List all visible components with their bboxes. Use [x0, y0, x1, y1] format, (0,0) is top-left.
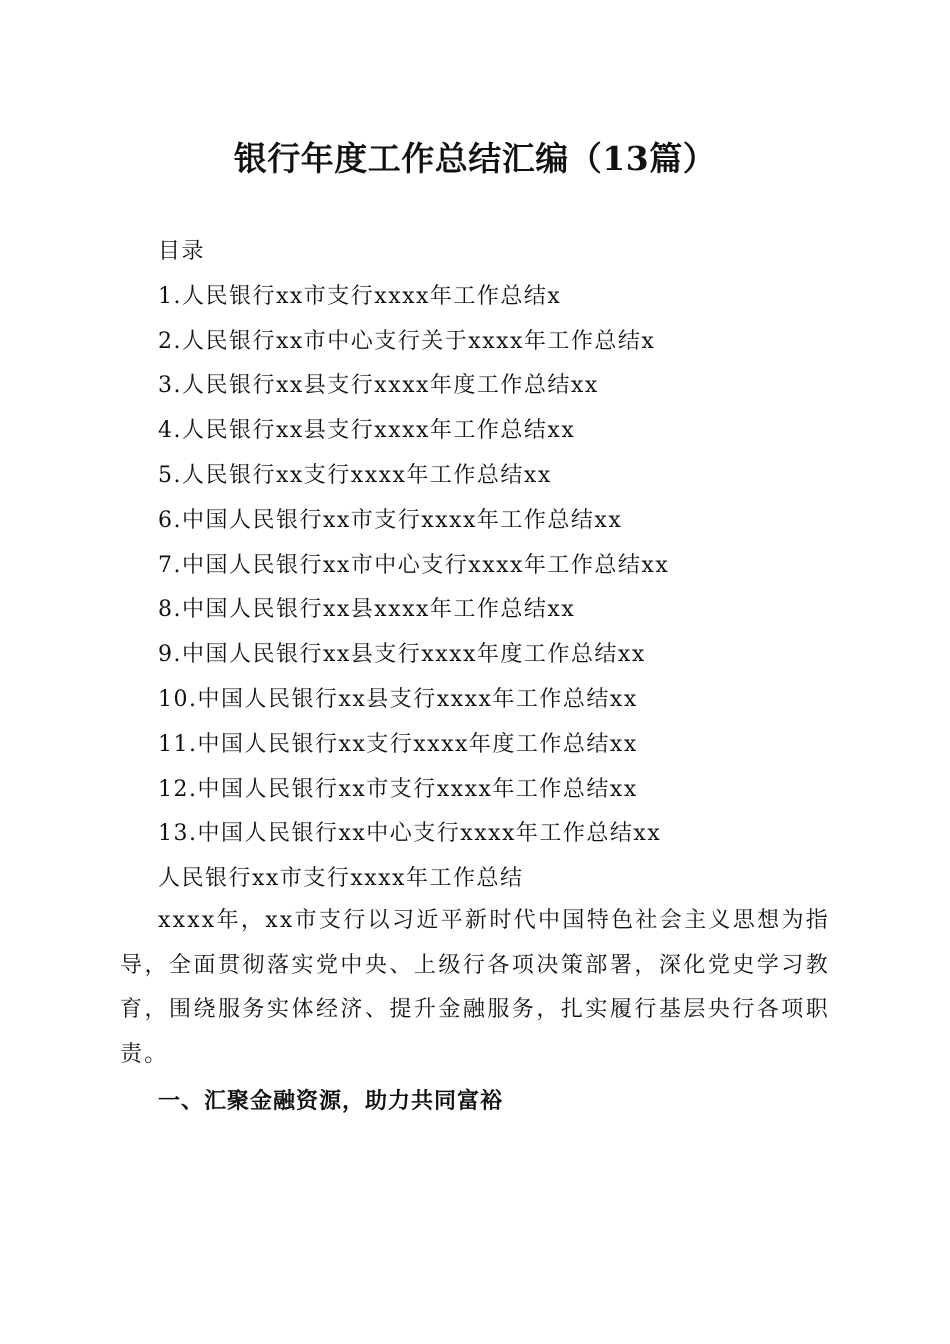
toc-item: 12.中国人民银行xx市支行xxxx年工作总结xx: [158, 776, 638, 802]
toc-item: 9.中国人民银行xx县支行xxxx年度工作总结xx: [158, 642, 646, 668]
toc-item: 10.中国人民银行xx县支行xxxx年工作总结xx: [158, 686, 638, 712]
table-of-contents: [158, 230, 878, 902]
intro-paragraph: xxxx年，xx市支行以习近平新时代中国特色社会主义思想为指导，全面贯彻落实党中央、上级行各项决策部署，深化党史学习教育，围绕服务实体经济、提升金融服务，扎实履行基层央行各项职责。: [120, 908, 830, 1067]
article-title: 人民银行xx市支行xxxx年工作总结: [158, 866, 524, 892]
section-heading: 一、汇聚金融资源，助力共同富裕: [158, 1089, 504, 1114]
toc-item: 3.人民银行xx县支行xxxx年度工作总结xx: [158, 373, 599, 399]
toc-item: 2.人民银行xx市中心支行关于xxxx年工作总结x: [158, 328, 656, 354]
toc-item: 5.人民银行xx支行xxxx年工作总结xx: [158, 462, 552, 488]
toc-item: 8.中国人民银行xx县xxxx年工作总结xx: [158, 597, 576, 623]
toc-item: 7.中国人民银行xx市中心支行xxxx年工作总结xx: [158, 552, 670, 578]
toc-item: 11.中国人民银行xx支行xxxx年度工作总结xx: [158, 731, 638, 757]
toc-item: 1.人民银行xx市支行xxxx年工作总结x: [158, 283, 562, 309]
document-title: 银行年度工作总结汇编（13篇）: [233, 139, 717, 178]
toc-item: 6.中国人民银行xx市支行xxxx年工作总结xx: [158, 507, 623, 533]
toc-item: 13.中国人民银行xx中心支行xxxx年工作总结xx: [158, 821, 662, 847]
toc-item: 4.人民银行xx县支行xxxx年工作总结xx: [158, 418, 576, 444]
toc-heading: 目录: [158, 239, 206, 264]
